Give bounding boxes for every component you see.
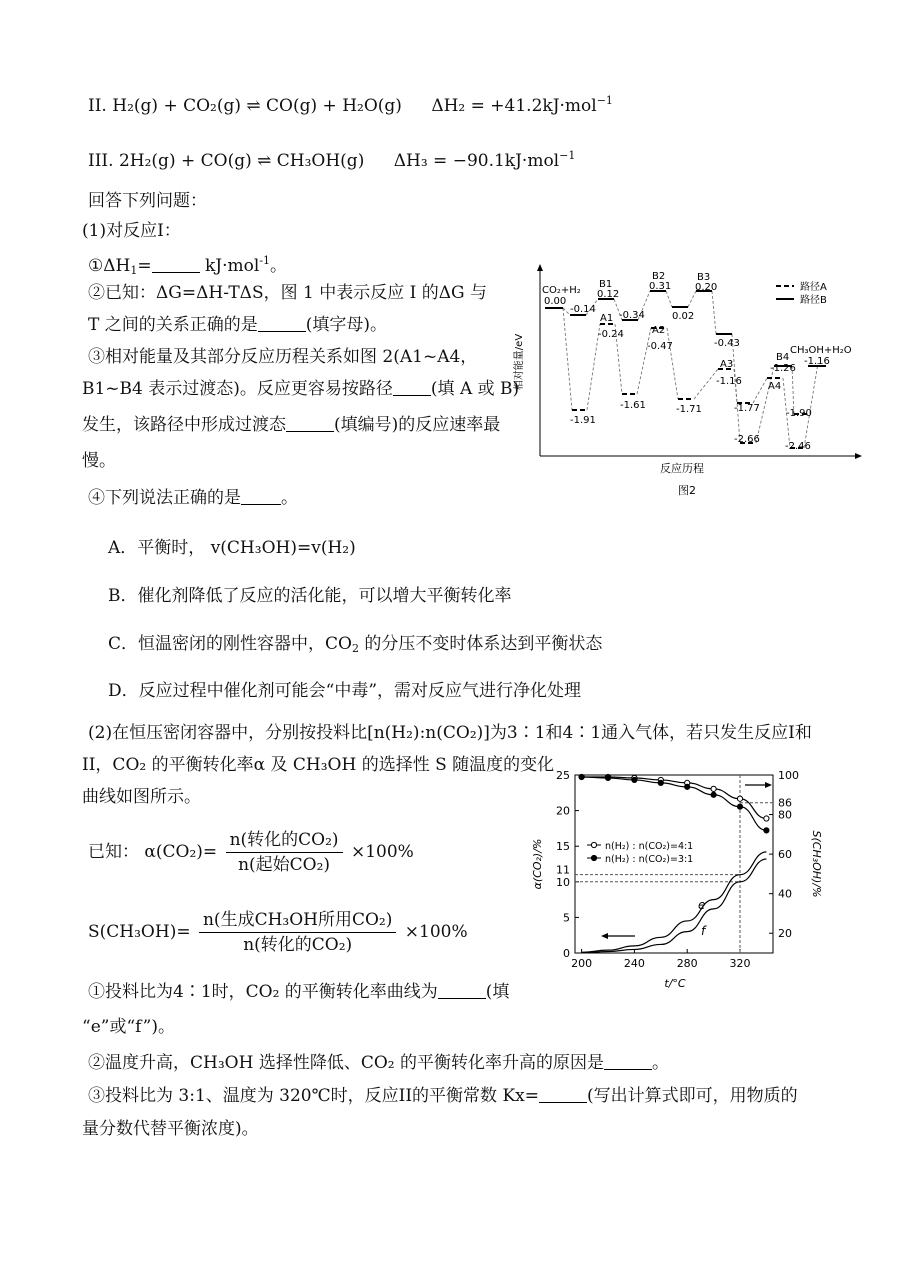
y-left-extra-label: 11 [556,863,570,877]
arrow-left-icon [601,933,608,939]
fig2-label-b4: B4 [776,352,790,363]
answer-blank-1[interactable] [152,256,200,273]
q1-3-text-3: (填编号)的反应速率最 [334,415,501,435]
q2-3-line-2: 量分数代替平衡浓度)。 [82,1119,259,1139]
fig2-caption: 图2 [678,484,696,497]
y-right-tick-label-0: 20 [778,927,792,941]
answer-blank-8[interactable] [539,1086,587,1103]
fig2-label-177: -1.77 [734,403,760,414]
q1-3-hint: (填 A 或 B) [430,379,520,399]
reaction-iii-enthalpy-exp: −1 [559,149,576,162]
option-a-formula: v(CH₃OH)=v(H₂) [210,538,356,558]
y-right-tick-label-2: 60 [778,848,792,862]
q1-3-line-2 [82,378,519,400]
answer-blank-5[interactable] [241,488,281,505]
part2-line-3: 曲线如图所示。 [82,787,201,807]
conversion-selectivity-chart [525,765,825,990]
y-right-tick-label-3: 80 [778,808,792,822]
alpha-formula [88,830,414,875]
s-denominator: n(转化的CO₂) [243,935,353,955]
legend-marker-0 [591,842,596,847]
q1-2-line-1: ②已知：ΔG=ΔH-TΔS，图 1 中表示反应 I 的ΔG 与 [88,283,488,303]
series-1-marker-1 [605,775,610,780]
option-a[interactable] [108,537,356,559]
series-0-marker-5 [711,786,716,791]
x-tick-label-1: 240 [623,957,645,970]
x-tick-label-3: 320 [729,957,751,970]
option-c[interactable] [108,633,602,660]
y-left-tick-label-4: 20 [556,804,570,818]
y-right-tick-label-4: 100 [778,769,799,782]
fig2-label-034: -0.34 [619,310,645,321]
q2-1-text: ①投料比为4∶1时，CO₂ 的平衡转化率曲线为 [88,982,438,1002]
answer-blank-2[interactable] [258,315,306,332]
q2-2-text: ②温度升高，CH₃OH 选择性降低、CO₂ 的平衡转化率升高的原因是 [88,1053,604,1073]
q2-3-line-1 [88,1085,798,1107]
q1-1-unit: kJ·mol [205,256,260,276]
fig2-x-arrow-icon [855,453,862,459]
chart-xlabel: t/°C [664,977,686,990]
fig2-label-end-value: -1.16 [804,356,830,367]
fig2-label-043: -0.43 [714,338,740,349]
fig2-label-002: 0.02 [672,311,695,322]
chart-ylabel-right: S(CH₃OH)/% [810,830,823,898]
answer-blank-4[interactable] [286,415,334,432]
q2-2-end: 。 [651,1053,669,1073]
q1-3-text: B1~B4 表示过渡态)。反应更容易按路径 [82,379,393,399]
q1-2-line-2 [88,314,387,336]
s-numerator: n(生成CH₃OH所用CO₂) [199,910,396,933]
legend-label-0: n(H₂) : n(CO₂)=4:1 [605,841,694,852]
legend-label-1: n(H₂) : n(CO₂)=3:1 [605,854,694,865]
series-1-marker-4 [685,784,690,789]
fig2-label-start-value: 0.00 [544,296,567,307]
alpha-tail: ×100% [350,842,414,862]
reaction-ii [88,90,613,117]
q2-1-line-1 [88,981,509,1003]
q1-3-text-2: 发生，该路径中形成过渡态 [82,415,286,435]
fig2-label-a4: A4 [768,381,782,392]
alpha-fraction [226,830,343,875]
option-c-text-2: 的分压不变时体系达到平衡状态 [358,634,603,654]
alpha-denominator: n(起始CO₂) [238,855,331,875]
y-right-extra-label: 86 [778,796,792,810]
legend-marker-1 [591,855,596,860]
q2-3-hint: (写出计算式即可，用物质的 [587,1086,798,1106]
alpha-numerator: n(转化的CO₂) [226,830,343,853]
fig2-label-a3-value: -1.16 [716,376,742,387]
reaction-ii-equation: H₂(g) + CO₂(g) ⇌ CO(g) + H₂O(g) [112,96,402,116]
y-right-tick-label-1: 40 [778,887,792,901]
q1-1-end: 。 [270,256,288,276]
q2-1-hint: (填 [485,982,510,1002]
q1-4-end: 。 [281,488,298,508]
q2-3-text: ③投料比为 3:1、温度为 320℃时，反应II的平衡常数 Kx= [88,1086,539,1106]
series-1-marker-3 [658,780,663,785]
part2-line-1: (2)在恒压密闭容器中，分别按投料比[n(H₂):n(CO₂)]为3∶1和4∶1通入气体，若只发生反应I和 [88,723,812,743]
alpha-lhs: α(CO₂)= [144,842,218,862]
figure-2-energy-diagram [512,262,862,500]
series-line-3 [582,859,767,953]
part1-heading: (1)对反应I： [82,221,181,241]
chart-ticks [556,769,799,970]
reaction-iii-equation: 2H₂(g) + CO(g) ⇌ CH₃OH(g) [118,151,365,171]
fig2-label-a1: A1 [600,313,614,324]
series-line-1 [582,777,767,830]
fig2-label-a2-value: -0.47 [647,341,673,352]
x-tick-label-2: 280 [676,957,698,970]
fig2-label-b2: B2 [652,271,666,282]
q1-1-unit-exp: -1 [259,254,271,267]
fig2-label-191: -1.91 [570,415,596,426]
fig2-label-b1-value: 0.12 [597,289,620,300]
fig2-label-161: -1.61 [620,400,646,411]
reaction-iii-enthalpy: ΔH₃ = −90.1kJ·mol [393,151,560,171]
y-left-tick-label-2: 10 [556,875,570,889]
fig2-label-a1-value: -0.24 [598,329,624,340]
reaction-ii-label: II. [88,96,107,116]
option-a-label: A．平衡时， [108,538,206,558]
x-tick-label-0: 200 [571,957,593,970]
fig2-label-190: -1.90 [786,408,812,419]
fig2-label-b2-value: 0.31 [649,281,672,292]
q1-3-line-3 [82,414,500,436]
reaction-iii-label: III. [88,151,114,171]
fig2-legend-b: 路径B [800,295,827,306]
s-tail: ×100% [404,922,468,942]
series-1-marker-7 [764,828,769,833]
q1-1-sub: 1 [130,264,138,277]
series-1-marker-5 [711,792,716,797]
fig2-label-end: CH₃OH+H₂O [790,345,852,356]
series-0-marker-6 [737,796,742,801]
fig2-legend-a: 路径A [800,282,827,293]
fig2-label-171: -1.71 [676,404,702,415]
option-d[interactable]: D．反应过程中催化剂可能会“中毒”，需对反应气进行净化处理 [108,681,582,701]
q2-2 [88,1052,669,1074]
q1-3-line-4: 慢。 [82,451,116,471]
s-formula [88,910,468,955]
chart-legend [587,841,693,865]
intro-text: 回答下列问题： [88,191,207,211]
fig2-label-246: -2.46 [785,441,811,452]
s-lhs: S(CH₃OH)= [88,922,191,942]
fig2-label-a2: A2 [652,325,666,336]
y-left-tick-label-3: 15 [556,840,570,854]
answer-blank-6[interactable] [438,982,486,999]
q1-4-text: ④下列说法正确的是 [88,488,241,508]
q1-1 [88,250,287,282]
fig2-y-arrow-icon [537,264,543,271]
y-left-tick-label-0: 0 [563,947,570,960]
reaction-ii-enthalpy-exp: −1 [596,94,613,107]
s-fraction [199,910,396,955]
option-c-text: C．恒温密闭的刚性容器中，CO [108,634,352,654]
reaction-ii-enthalpy: ΔH₂ = +41.2kJ·mol [431,96,597,116]
answer-blank-3[interactable] [393,379,431,396]
fig2-label-014: -0.14 [570,304,596,315]
q1-2-text: T 之间的关系正确的是 [88,315,258,335]
reaction-iii [88,145,575,172]
chart-ylabel-left: α(CO₂)/% [531,838,544,890]
q1-1-text: ①ΔH [88,256,131,276]
q1-1-eq: = [137,256,152,276]
y-left-tick-label-5: 25 [556,769,570,782]
curve-label-e: e [698,898,706,912]
q1-3-line-1: ③相对能量及其部分反应历程关系如图 2(A1~A4， [88,347,478,367]
fig2-ylabel: 相对能量/eV [514,333,525,391]
fig2-label-b3-value: 0.20 [695,282,718,293]
curve-label-f: f [701,924,706,938]
fig2-label-b3: B3 [697,272,711,283]
part2-line-2: II，CO₂ 的平衡转化率α 及 CH₃OH 的选择性 S 随温度的变化 [82,755,555,775]
option-b[interactable]: B．催化剂降低了反应的活化能，可以增大平衡转化率 [108,586,512,606]
series-1-marker-2 [632,777,637,782]
fig2-label-b4-value: -1.26 [770,363,796,374]
q1-4 [88,487,298,509]
option-c-sub: 2 [351,642,359,655]
fig2-xlabel: 反应历程 [660,462,704,475]
answer-blank-7[interactable] [604,1053,652,1070]
fig2-label-266: -2.66 [734,434,760,445]
fig2-label-a3: A3 [720,359,734,370]
q2-1-line-2: “e”或“f”)。 [82,1017,176,1037]
q1-2-hint: (填字母)。 [305,315,388,335]
arrow-right-icon [765,782,772,788]
fig2-label-start: CO₂+H₂ [542,285,581,296]
series-1-marker-0 [579,774,584,779]
known-label: 已知： [88,842,139,862]
series-1-marker-6 [737,804,742,809]
fig2-label-b1: B1 [599,279,613,290]
series-0-marker-7 [764,816,769,821]
y-left-tick-label-1: 5 [563,911,570,925]
